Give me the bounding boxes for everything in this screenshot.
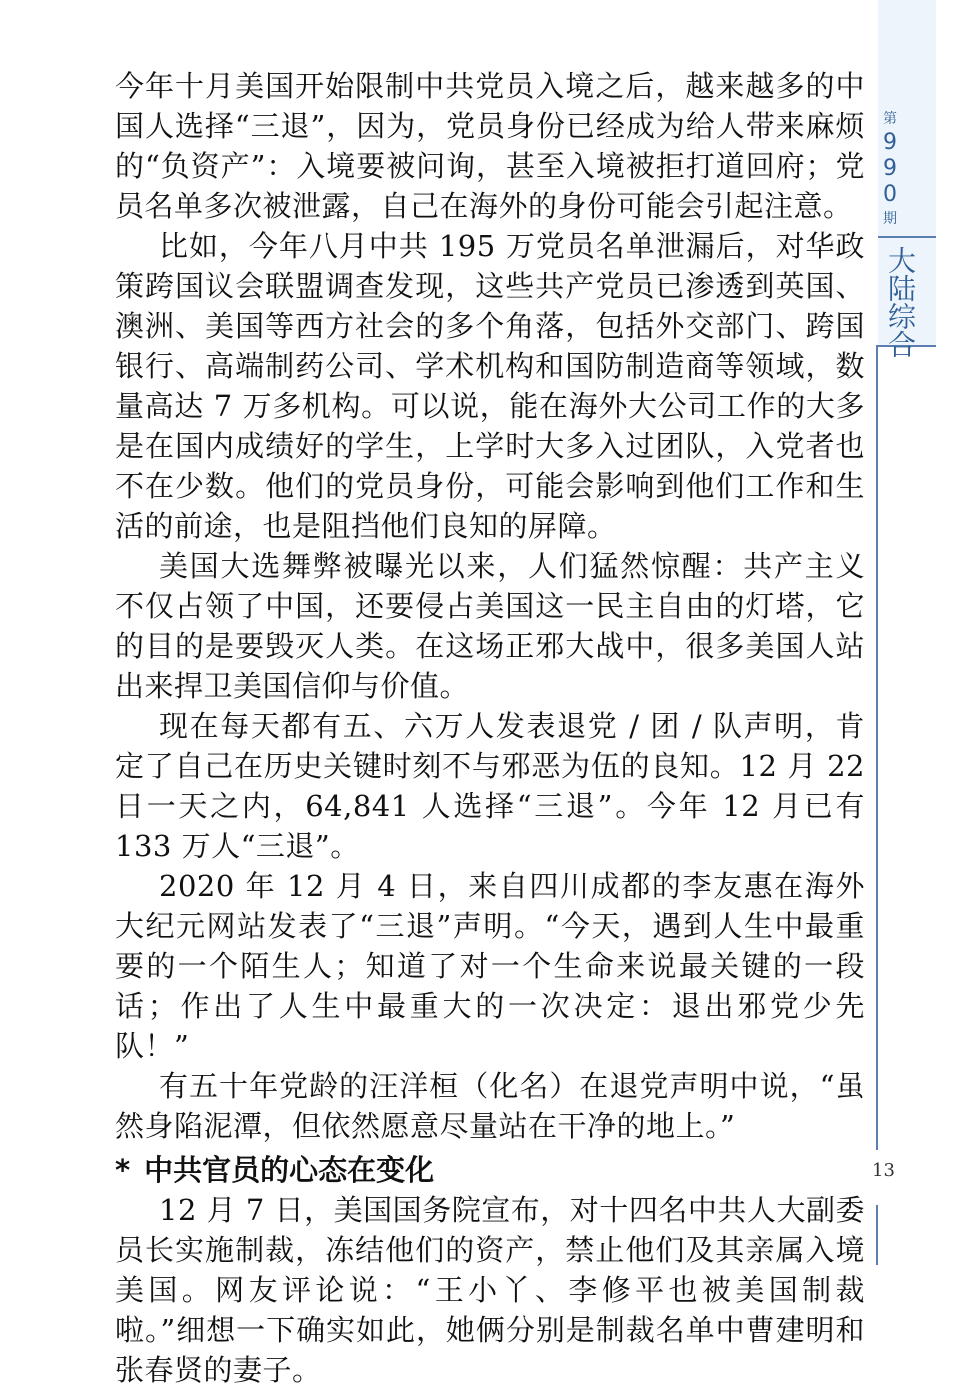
issue-prefix: 第	[883, 111, 897, 127]
sidebar-rule-bottom	[876, 1205, 878, 1265]
issue-suffix: 期	[883, 211, 897, 227]
section-heading	[115, 1150, 865, 1190]
issue-number	[878, 108, 902, 230]
page-number: 13	[872, 1160, 895, 1181]
paragraph: 现在每天都有五、六万人发表退党 / 团 / 队声明，肯定了自己在历史关键时刻不与邪恶为伍的良知。12 月 22 日一天之内，64,841 人选择“三退”。今年 12 月已有 133 万人“三退”。	[115, 709, 865, 863]
section-label: 大陆综合	[884, 246, 917, 358]
issue-digit: 0	[883, 182, 897, 207]
paragraph: 比如，今年八月中共 195 万党员名单泄漏后，对华政策跨国议会联盟调查发现，这些共产党员已渗透到英国、澳洲、美国等西方社会的多个角落，包括外交部门、跨国银行、高端制药公司、学术机构和国防制造商等领域，数量高达 7 万多机构。可以说，能在海外大公司工作的大多是在国内成绩好的学生，上学时大多入过团队，入党者也不在少数。他们的党员身份，可能会影响到他们工作和生活的前途，也是阻挡他们良知的屏障。	[115, 229, 865, 543]
issue-digit: 9	[883, 156, 897, 181]
sidebar-rule-middle	[876, 345, 878, 1150]
paragraph: 有五十年党龄的汪洋桓（化名）在退党声明中说，“虽然身陷泥潭，但依然愿意尽量站在干净的地上。”	[115, 1069, 865, 1143]
sidebar-divider	[878, 236, 936, 238]
heading-text: 中共官员的心态在变化	[144, 1153, 435, 1187]
article-body	[115, 66, 865, 1390]
issue-digit: 9	[883, 130, 897, 155]
paragraph: 美国大选舞弊被曝光以来，人们猛然惊醒：共产主义不仅占领了中国，还要侵占美国这一民主自由的灯塔，它的目的是要毁灭人类。在这场正邪大战中，很多美国人站出来捍卫美国信仰与价值。	[115, 549, 865, 703]
paragraph: 今年十月美国开始限制中共党员入境之后，越来越多的中国人选择“三退”，因为，党员身份已经成为给人带来麻烦的“负资产”：入境要被问询，甚至入境被拒打道回府；党员名单多次被泄露，自己在海外的身份可能会引起注意。	[115, 69, 865, 223]
paragraph: 2020 年 12 月 4 日，来自四川成都的李友惠在海外大纪元网站发表了“三退”声明。“今天，遇到人生中最重要的一个陌生人；知道了对一个生命来说最关键的一段话；作出了人生中最重大的一次决定：退出邪党少先队！”	[115, 869, 865, 1063]
heading-bullet: *	[115, 1153, 131, 1187]
paragraph: 12 月 7 日，美国国务院宣布，对十四名中共人大副委员长实施制裁，冻结他们的资产，禁止他们及其亲属入境美国。网友评论说：“王小丫、李修平也被美国制裁啦。”细想一下确实如此，她俩分别是制裁名单中曹建明和张春贤的妻子。	[115, 1193, 865, 1387]
